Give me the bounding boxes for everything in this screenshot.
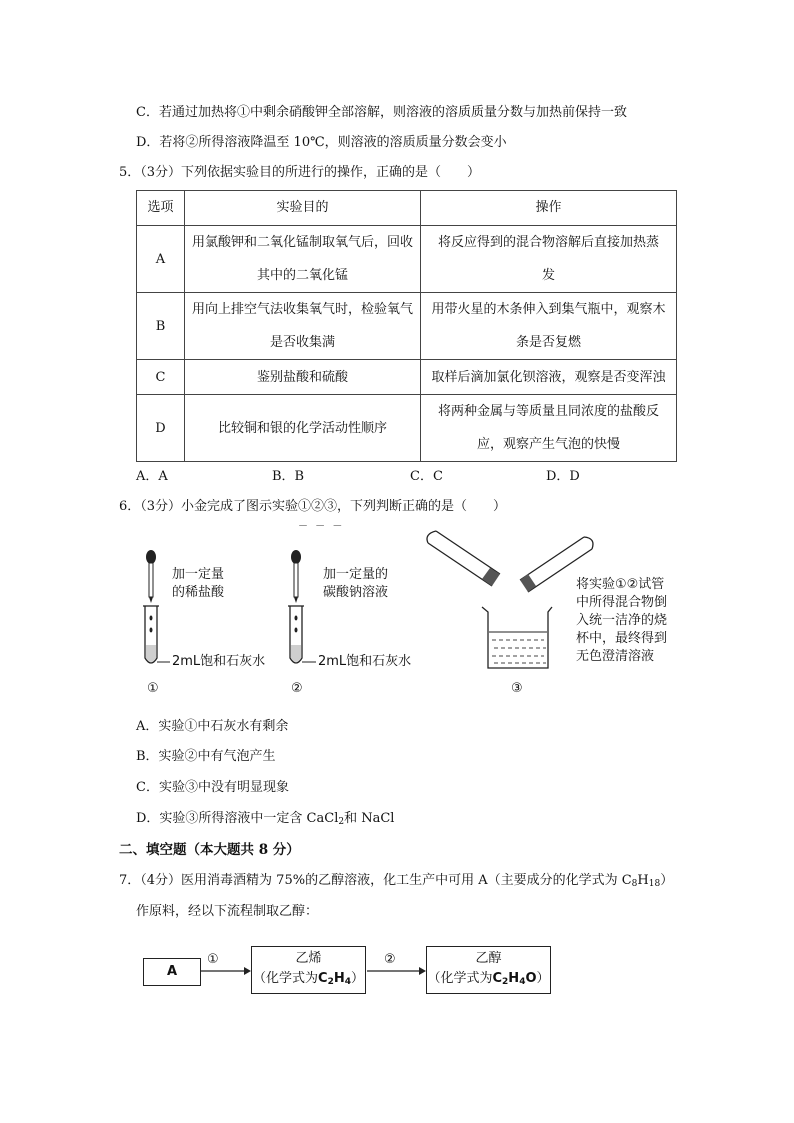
flow-box-ethanol-formula <box>427 969 550 992</box>
table-cell-purpose-a <box>185 226 421 293</box>
q5-choice-d[interactable]: D．D <box>546 469 580 484</box>
q5-choice-a[interactable]: A．A <box>136 469 168 484</box>
formula-h: H <box>333 971 345 986</box>
q6-option-d-pre: D．实验③所得溶液中一定含 CaCl <box>136 811 339 826</box>
table-header-operation: 操作 <box>421 191 677 226</box>
table-cell-option-a: A <box>137 226 185 293</box>
q6-option-b[interactable]: B．实验②中有气泡产生 <box>136 749 276 764</box>
operation-a-line1: 将反应得到的混合物溶解后直接加热蒸 <box>437 235 659 250</box>
flow-step-2: ② <box>384 952 396 967</box>
exp3-note-line5: 无色澄清溶液 <box>576 649 655 664</box>
arrow-1-icon <box>200 967 251 975</box>
exp3-note-line4: 杯中，最终得到 <box>576 631 668 646</box>
flow-box-a: A <box>143 958 201 986</box>
table-cell-option-c: C <box>137 360 185 395</box>
table-cell-option-b: B <box>137 293 185 360</box>
purpose-b-line2: 是否收集满 <box>269 335 335 350</box>
table-cell-purpose-b <box>185 293 421 360</box>
beaker-icon <box>482 607 552 668</box>
q4-option-d: D．若将②所得溶液降温至 10℃，则溶液的溶质质量分数会变小 <box>136 135 507 150</box>
exp1-number: ① <box>147 681 159 696</box>
formula-h: H <box>508 971 520 986</box>
formula-o: O <box>525 971 537 986</box>
exp2-reagent-line2: 碳酸钠溶液 <box>323 585 389 600</box>
formula-prefix: （化学式为 <box>253 971 319 986</box>
operation-d-line1: 将两种金属与等质量且同浓度的盐酸反 <box>437 404 659 419</box>
exp1-reagent-line1: 加一定量 <box>172 567 225 582</box>
flow-box-ethanol <box>426 946 551 994</box>
operation-d-line2: 应，观察产生气泡的快慢 <box>476 437 620 452</box>
dropper-2-icon <box>291 550 301 603</box>
purpose-a-line2: 其中的二氧化锰 <box>256 268 348 283</box>
formula-sub-4: 4 <box>519 977 526 987</box>
q7-stem-end: ） <box>660 873 674 888</box>
exp3-number: ③ <box>511 681 523 696</box>
table-cell-option-d: D <box>137 395 185 462</box>
diagram-dashes: － － － <box>298 521 345 532</box>
q7-stem-text: 7．（4分）医用消毒酒精为 75%的乙醇溶液，化工生产中可用 A（主要成分的化学式为 C <box>119 873 632 888</box>
table-cell-operation-c: 取样后滴加氯化钡溶液，观察是否变浑浊 <box>421 360 677 395</box>
table-cell-purpose-d: 比较铜和银的化学活动性顺序 <box>185 395 421 462</box>
exp2-number: ② <box>291 681 303 696</box>
q7-stem-line2: 作原料，经以下流程制取乙醇： <box>136 904 319 919</box>
q6-option-d-sub: 2 <box>338 817 345 827</box>
flow-box-ethylene <box>251 946 366 994</box>
flow-box-ethanol-name: 乙醇 <box>475 951 502 966</box>
dropper-1-icon <box>146 550 156 603</box>
table-header-purpose: 实验目的 <box>185 191 421 226</box>
q7-stem-h: H <box>637 873 649 888</box>
table-cell-operation-b <box>421 293 677 360</box>
formula-end: ） <box>350 971 364 986</box>
table-cell-operation-d <box>421 395 677 462</box>
section-2-title: 二、填空题（本大题共 8 分） <box>119 842 300 858</box>
flow-box-ethylene-name: 乙烯 <box>295 951 322 966</box>
q4-option-c: C．若通过加热将①中剩余硝酸钾全部溶解，则溶液的溶质质量分数与加热前保持一致 <box>136 105 627 120</box>
exp1-tube-label: 2mL饱和石灰水 <box>172 654 266 669</box>
q6-stem: 6．（3分）小金完成了图示实验①②③，下列判断正确的是（ ） <box>119 499 507 514</box>
formula-end: ） <box>536 971 550 986</box>
tilted-tube-left-icon <box>427 531 500 586</box>
test-tube-1-icon <box>143 606 170 663</box>
purpose-b-line1: 用向上排空气法收集氧气时，检验氧气 <box>191 302 413 317</box>
exp2-tube-label: 2mL饱和石灰水 <box>318 654 412 669</box>
formula-c: C <box>492 971 503 986</box>
q5-choice-c[interactable]: C．C <box>410 469 443 484</box>
operation-b-line1: 用带火星的木条伸入到集气瓶中，观察木 <box>431 302 666 317</box>
table-header-option: 选项 <box>137 191 185 226</box>
table-cell-operation-a <box>421 226 677 293</box>
purpose-a-line1: 用氯酸钾和二氧化锰制取氧气后，回收 <box>191 235 413 250</box>
q6-option-d-post: 和 NaCl <box>344 811 395 826</box>
exp3-note-line1: 将实验①②试管 <box>576 577 665 592</box>
flow-box-ethylene-formula <box>252 969 365 992</box>
q5-table <box>136 190 677 462</box>
q5-stem: 5．（3分）下列依据实验目的所进行的操作，正确的是（ ） <box>119 165 481 180</box>
q5-choice-b[interactable]: B．B <box>272 469 305 484</box>
formula-c: C <box>318 971 328 986</box>
exp1-reagent-line2: 的稀盐酸 <box>172 585 225 600</box>
exp3-note-line3: 入统一洁净的烧 <box>576 613 668 628</box>
table-cell-purpose-c: 鉴别盐酸和硫酸 <box>185 360 421 395</box>
q7-stem-line1 <box>119 872 673 893</box>
q7-sub2: 18 <box>648 879 661 889</box>
formula-sub-2: 2 <box>327 977 334 987</box>
exp3-note-line2: 中所得混合物倒 <box>576 595 668 610</box>
q7-sub1: 8 <box>631 879 638 889</box>
q6-option-c[interactable]: C．实验③中没有明显现象 <box>136 780 289 795</box>
exp2-reagent-line1: 加一定量的 <box>323 567 389 582</box>
operation-a-line2: 发 <box>541 268 555 283</box>
formula-sub-4: 4 <box>344 977 351 987</box>
formula-prefix: （化学式为 <box>427 971 493 986</box>
test-tube-2-icon <box>288 606 316 663</box>
arrow-2-icon <box>367 967 426 975</box>
operation-b-line2: 条是否复燃 <box>515 335 581 350</box>
formula-sub-2: 2 <box>502 977 509 987</box>
flow-step-1: ① <box>207 952 219 967</box>
q6-option-d[interactable] <box>136 810 394 831</box>
q6-option-a[interactable]: A．实验①中石灰水有剩余 <box>136 719 289 734</box>
